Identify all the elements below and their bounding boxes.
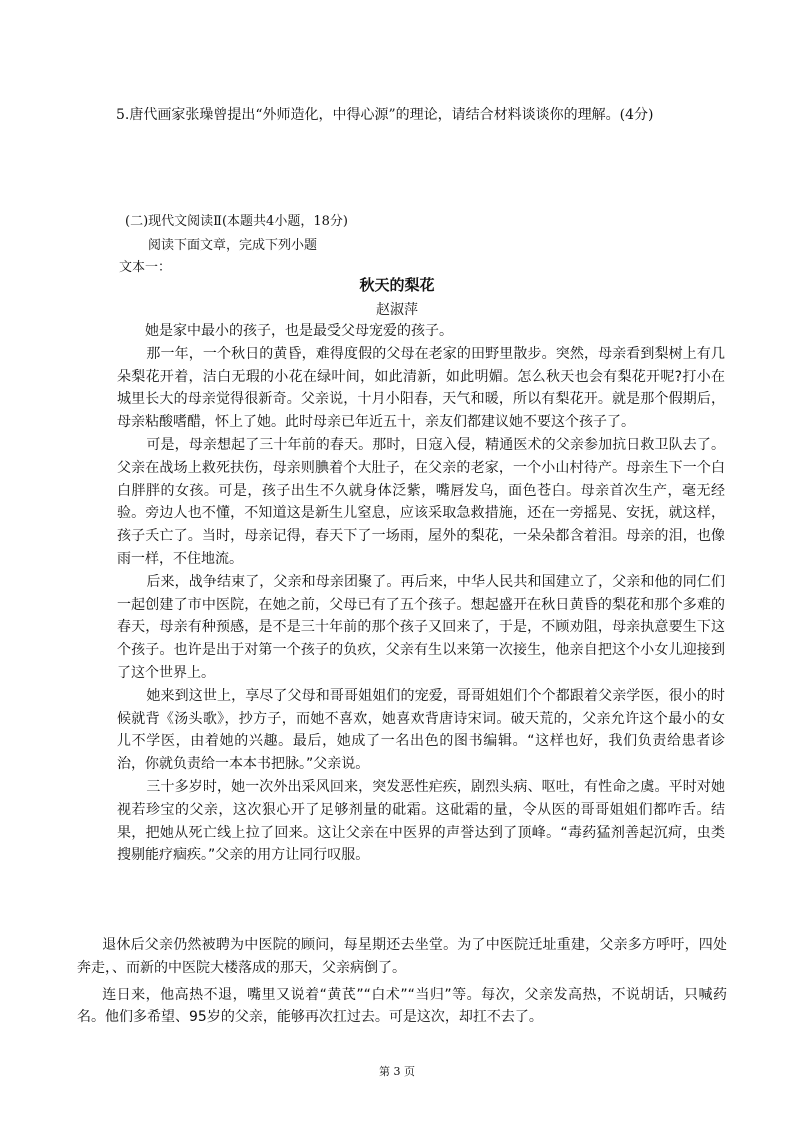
page-number: 第 3 页 xyxy=(379,1065,415,1078)
paragraph: 退休后父亲仍然被聘为中医院的顾问，每星期还去坐堂。为了中医院迁址重建，父亲多方呼吁，四处奔走，、而新的中医院大楼落成的那天，父亲病倒了。 xyxy=(77,937,727,976)
article-body xyxy=(117,320,725,867)
paragraph: 三十多岁时，她一次外出采风回来，突发恶性疟疾，剧烈头病、呕吐，有性命之虞。平时对她视若珍宝的父亲，这次狠心开了足够剂量的砒霜。这砒霜的量，令从医的哥哥姐姐们都咋舌。结果，把她从死亡线上拉了回来。这让父亲在中医界的声誉达到了顶峰。“毒药猛剂善起沉疴，虫类搜剔能疗痼疾。”父亲的用方让同行叹服。 xyxy=(117,778,725,864)
reading-instruction: 阅读下面文章，完成下列小题 xyxy=(148,238,318,253)
paragraph: 连日来，他高热不退，嘴里又说着“黄芪”“白术”“当归”等。每次，父亲发高热，不说胡话，只喊药名。他们多希望、95岁的父亲，能够再次扛过去。可是这次，却扛不去了。 xyxy=(77,986,727,1026)
paragraph: 可是，母亲想起了三十年前的春天。那时，日寇入侵，精通医术的父亲参加抗日救卫队去了。父亲在战场上救死扶伤，母亲则腆着个大肚子，在父亲的老家，一个小山村待产。母亲生下一个白白胖胖的女孩。可是，孩子出生不久就身体泛紫，嘴唇发乌，面色苍白。母亲首次生产，毫无经验。旁边人也不懂，不知道这是新生儿窒息，应该采取急救措施，还在一旁摇晃、安抚，就这样，孩子夭亡了。当时，母亲记得，春天下了一场雨，屋外的梨花，一朵朵都含着泪。母亲的泪，也像雨一样，不住地流。 xyxy=(117,436,725,567)
paragraph: 后来，战争结束了，父亲和母亲团聚了。再后来，中华人民共和国建立了，父亲和他的同仁们一起创建了市中医院，在她之前，父母已有了五个孩子。想起盛开在秋日黄昏的梨花和那个多难的春天，母亲有种预感，是不是三十年前的那个孩子又回来了，于是，不顾劝阻，母亲执意要生下这个孩子。也许是出于对第一个孩子的负疚，父亲有生以来第一次接生，他亲自把这个小女儿迎接到了这个世界上。 xyxy=(117,573,725,681)
article-author: 赵淑萍 xyxy=(376,302,418,318)
paragraph: 她来到这世上，享尽了父母和哥哥姐姐们的宠爱，哥哥姐姐们个个都跟着父亲学医，很小的时候就背《汤头歌》，抄方子，而她不喜欢，她喜欢背唐诗宋词。破天荒的，父亲允许这个最小的女儿不学医，由着她的兴趣。最后，她成了一名出色的图书编辑。“这样也好，我们负责给患者诊治，你就负责给一本本书把脉。”父亲说。 xyxy=(117,687,725,773)
question-5: 5.唐代画家张璪曾提出“外师造化，中得心源”的理论，请结合材料谈谈你的理解。(4分) xyxy=(116,107,654,123)
article-title: 秋天的梨花 xyxy=(359,276,435,294)
section-header: (二)现代文阅读Ⅱ(本题共4小题，18分) xyxy=(125,214,348,229)
paragraph: 她是家中最小的孩子，也是最受父母宠爱的孩子。 xyxy=(145,323,453,339)
paragraph: 那一年，一个秋日的黄昏，难得度假的父母在老家的田野里散步。突然，母亲看到梨树上有几朵梨花开着，洁白无瑕的小花在绿叶间，如此清新，如此明媚。怎么秋天也会有梨花开呢?打小在城里长大的母亲觉得很新奇。父亲说，十月小阳春，天气和暖，所以有梨花开。就是那个假期后，母亲粘酸嗜醋，怀上了她。此时母亲已年近五十，亲友们都建议她不要这个孩子了。 xyxy=(117,345,725,431)
text-label: 文本一： xyxy=(119,260,172,275)
article-body-continued xyxy=(77,934,727,1029)
